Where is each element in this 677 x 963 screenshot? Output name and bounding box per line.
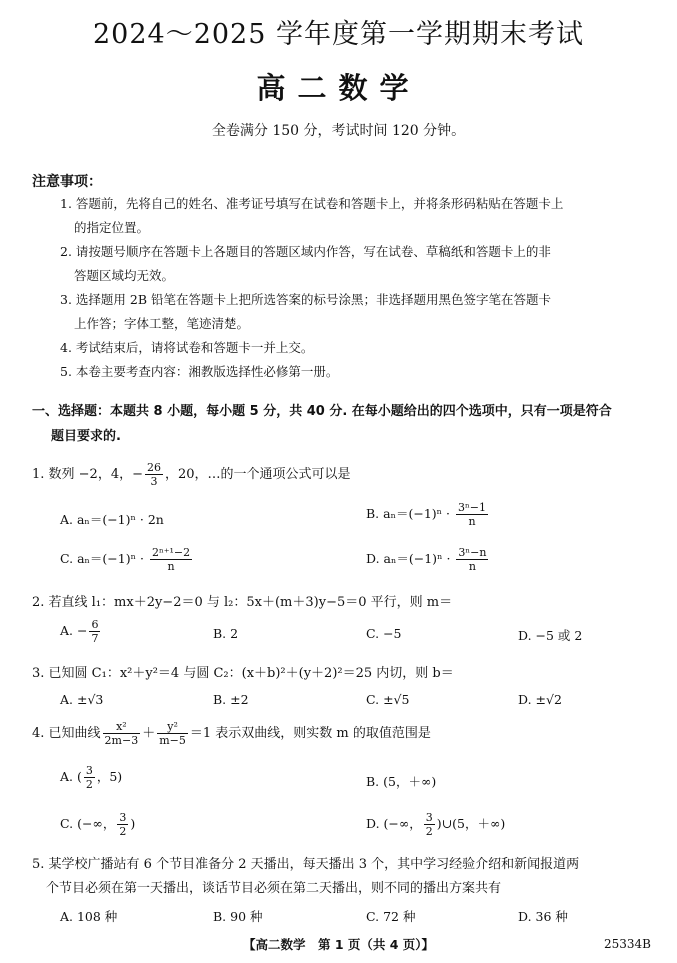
notice-line: 上作答；字体工整，笔迹清楚。 [74, 316, 250, 331]
fraction-numerator: 2ⁿ⁺¹−2 [151, 546, 191, 559]
section-heading-line: 题目要求的. [51, 429, 121, 444]
fraction-numerator: y² [157, 720, 188, 734]
fraction-denominator: m−5 [159, 734, 186, 747]
option-text: ) [130, 816, 136, 831]
fraction-numerator: 6 [91, 618, 99, 631]
question-2-stem: 2. 若直线 l₁：mx＋2y−2＝0 与 l₂：5x＋(m＋3)y−5＝0 平行，则 m＝ [32, 595, 453, 610]
fraction [89, 618, 100, 645]
question-1-option-c [60, 546, 194, 573]
question-4-option-a [60, 764, 122, 791]
stem-text: 5. 某学校广播站有 6 个节目准备分 2 天播出，每天播出 3 个，其中学习经验介绍和新闻报道两 [32, 857, 580, 872]
question-1-stem [32, 461, 351, 488]
question-4-stem [32, 720, 431, 747]
question-2-option-c: C. −5 [366, 626, 402, 641]
stem-text: ，20，…的一个通项公式可以是 [165, 467, 351, 482]
page-footer: 【高二数学 第 1 页（共 4 页）】 [242, 937, 435, 952]
notice-heading: 注意事项： [32, 174, 102, 190]
fraction-denominator: n [468, 560, 476, 573]
option-text: C. aₙ＝(−1)ⁿ · [60, 551, 144, 566]
option-text: )∪(5，＋∞) [436, 816, 506, 831]
question-3-stem: 3. 已知圆 C₁：x²＋y²＝4 与圆 C₂：(x＋b)²＋(y＋2)²＝25 内切，则 b＝ [32, 666, 454, 681]
notice-line: 3. 选择题用 2B 铅笔在答题卡上把所选答案的标号涂黑；非选择题用黑色签字笔在答题卡 [60, 292, 551, 307]
option-text: D. aₙ＝(−1)ⁿ · [366, 551, 451, 566]
fraction [150, 546, 192, 573]
fraction-denominator: 2 [85, 778, 93, 791]
stem-text: 4. 已知曲线 [32, 726, 101, 741]
question-5-stem [32, 853, 652, 901]
fraction-denominator: n [167, 560, 175, 573]
fraction-denominator: 2m−3 [104, 734, 139, 747]
question-5-option-d: D. 36 种 [518, 909, 568, 924]
question-1-option-b [366, 501, 490, 528]
notice-line: 答题区域均无效。 [74, 268, 175, 283]
stem-text: ＋ [142, 726, 156, 741]
question-3-option-c: C. ±√5 [366, 692, 410, 707]
option-text: D. (−∞， [366, 816, 422, 831]
fraction [456, 546, 488, 573]
fraction [424, 811, 435, 838]
question-2-option-b: B. 2 [213, 626, 239, 641]
question-4-option-d [366, 811, 505, 838]
subject-title: 高二数学 [256, 71, 421, 105]
fraction-numerator: 3ⁿ−n [458, 546, 487, 559]
fraction-numerator: 3 [119, 811, 127, 824]
question-5-option-a: A. 108 种 [60, 909, 118, 924]
fraction [84, 764, 95, 791]
fraction-numerator: 3 [85, 764, 93, 777]
fraction [456, 501, 488, 528]
option-text: C. (−∞， [60, 816, 116, 831]
fraction-denominator: 3 [150, 475, 158, 488]
fraction-denominator: 7 [91, 632, 99, 645]
question-5-option-c: C. 72 种 [366, 909, 416, 924]
section-heading-line: 一、选择题：本题共 8 小题，每小题 5 分，共 40 分. 在每小题给出的四个选项中，只有一项是符合 [32, 404, 612, 419]
fraction [145, 461, 163, 488]
question-5-option-b: B. 90 种 [213, 909, 263, 924]
notice-line: 4. 考试结束后，请将试卷和答题卡一并上交。 [60, 340, 314, 355]
stem-text: 个节目必须在第一天播出，谈话节目必须在第二天播出，则不同的播出方案共有 [46, 881, 502, 896]
notice-list [60, 192, 655, 384]
exam-title: 2024～2025 学年度第一学期期末考试 [92, 19, 584, 50]
question-4-option-b: B. (5，＋∞) [366, 774, 437, 789]
stem-text: 1. 数列 −2，4，− [32, 467, 143, 482]
fraction-numerator: x² [103, 720, 141, 734]
notice-line: 2. 请按题号顺序在答题卡上各题目的答题区域内作答，写在试卷、草稿纸和答题卡上的非 [60, 244, 551, 259]
paper-code: 25334B [604, 937, 651, 951]
question-2-option-a [60, 618, 102, 645]
notice-line: 5. 本卷主要考查内容：湘教版选择性必修第一册。 [60, 364, 339, 379]
question-1-option-a: A. aₙ＝(−1)ⁿ · 2n [60, 512, 164, 527]
option-text: ，5) [96, 769, 123, 784]
fraction-numerator: 3 [425, 811, 433, 824]
option-text: A. − [60, 623, 88, 638]
option-text: B. aₙ＝(−1)ⁿ · [366, 506, 451, 521]
question-4-option-c [60, 811, 135, 838]
fraction [117, 811, 128, 838]
option-text: A. ( [60, 769, 82, 784]
fraction [103, 720, 141, 747]
fraction-denominator: 2 [119, 825, 127, 838]
fraction-numerator: 26 [147, 461, 161, 474]
question-3-option-d: D. ±√2 [518, 692, 562, 707]
section-heading [32, 399, 652, 449]
fraction-denominator: 2 [425, 825, 433, 838]
question-2-option-d: D. −5 或 2 [518, 628, 583, 643]
question-3-option-a: A. ±√3 [60, 692, 104, 707]
stem-text: ＝1 表示双曲线，则实数 m 的取值范围是 [189, 726, 431, 741]
notice-line: 的指定位置。 [74, 220, 150, 235]
fraction-denominator: n [468, 515, 476, 528]
question-1-option-d [366, 546, 490, 573]
fraction-numerator: 3ⁿ−1 [458, 501, 486, 514]
notice-line: 1. 答题前，先将自己的姓名、准考证号填写在试卷和答题卡上，并将条形码粘贴在答题卡上 [60, 196, 564, 211]
question-3-option-b: B. ±2 [213, 692, 249, 707]
fraction [157, 720, 188, 747]
exam-info: 全卷满分 150 分，考试时间 120 分钟。 [211, 123, 466, 139]
